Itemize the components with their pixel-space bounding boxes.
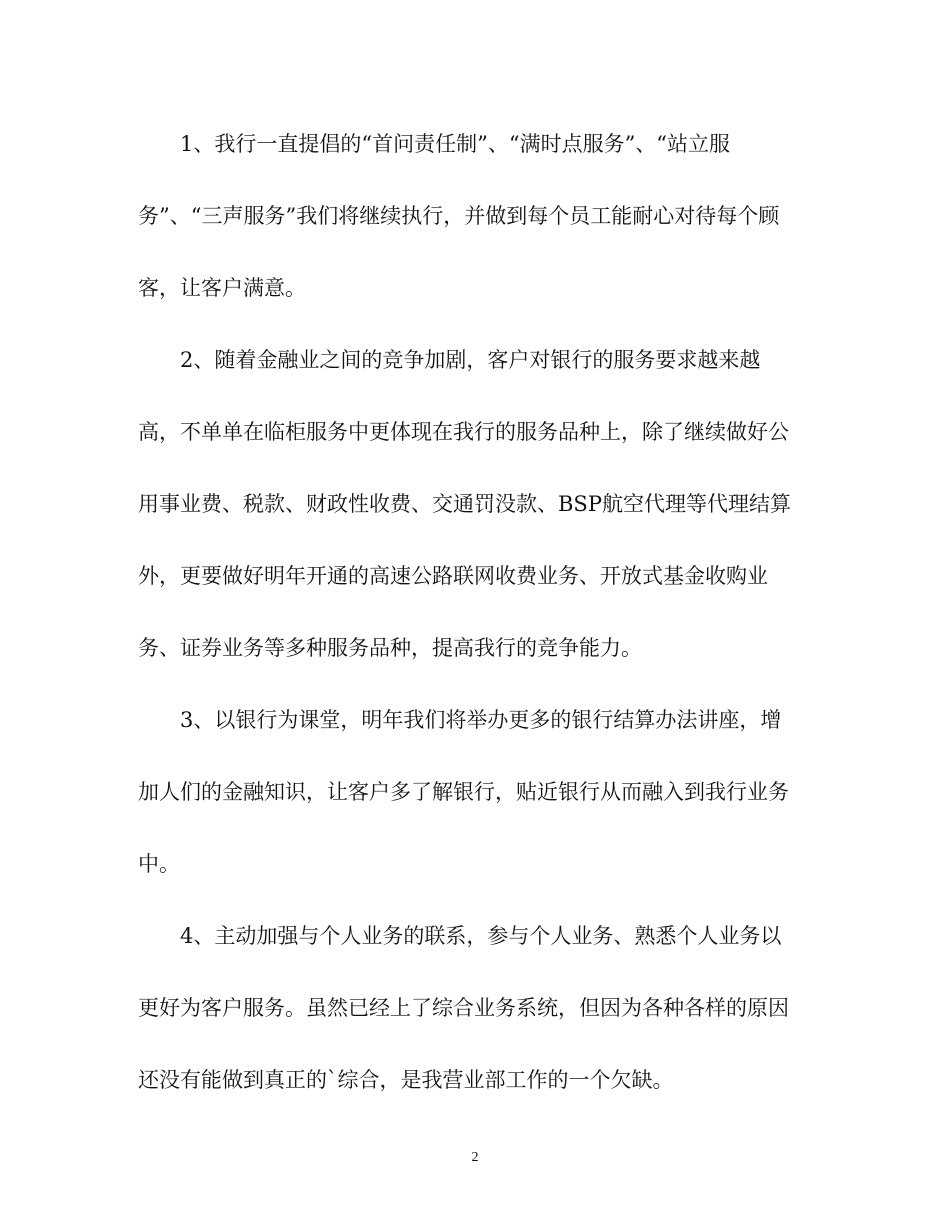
text-line-content: 高，不单单在临柜服务中更体现在我行的服务品种上，除了继续做好公 [138,420,789,444]
text-line-content: 用事业费、税款、财政性收费、交通罚没款、BSP航空代理等代理结算 [138,492,791,516]
text-line-content: 2、随着金融业之间的竞争加剧，客户对银行的服务要求越来越 [180,348,761,372]
text-line-content: 中。 [138,852,180,876]
page-number: 2 [471,1150,479,1165]
text-line-content: 还没有能做到真正的`综合，是我营业部工作的一个欠缺。 [138,1068,674,1092]
text-line-content: 3、以银行为课堂，明年我们将举办更多的银行结算办法讲座，增 [180,708,782,732]
text-line-content: 更好为客户服务。虽然已经上了综合业务系统，但因为各种各样的原因 [138,996,789,1020]
text-line-content: 外，更要做好明年开通的高速公路联网收费业务、开放式基金收购业 [138,564,768,588]
text-line-content: 4、主动加强与个人业务的联系，参与个人业务、熟悉个人业务以 [180,924,782,948]
text-line-content: 加人们的金融知识，让客户多了解银行，贴近银行从而融入到我行业务 [138,780,789,804]
text-line-content: 1、我行一直提倡的“首问责任制”、“满时点服务”、“站立服 [180,132,731,156]
text-line-content: 客，让客户满意。 [138,276,306,300]
text-line-content: 务”、“三声服务”我们将继续执行，并做到每个员工能耐心对待每个顾 [138,204,780,228]
text-line-content: 务、证券业务等多种服务品种，提高我行的竞争能力。 [138,636,642,660]
